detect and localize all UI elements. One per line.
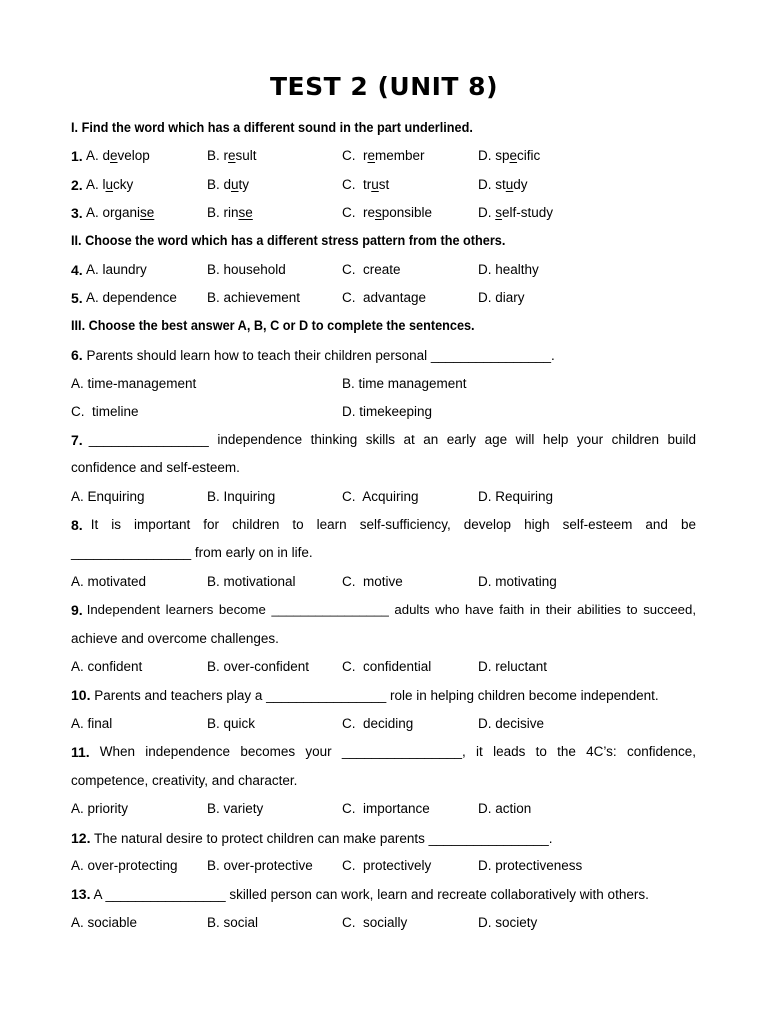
q12-option-d: D. protectiveness bbox=[478, 858, 583, 873]
q7-option-b: B. Inquiring bbox=[207, 489, 276, 504]
question-number: 7. bbox=[71, 432, 83, 448]
q1-option-b: B. result bbox=[207, 148, 257, 163]
q7-option-d: D. Requiring bbox=[478, 489, 554, 504]
question-number: 1. bbox=[71, 148, 83, 164]
q12-option-a: A. over-protecting bbox=[71, 858, 178, 873]
question-number: 5. bbox=[71, 290, 83, 306]
question-7 bbox=[71, 431, 696, 449]
question-text: It is important for children to learn self-sufficiency, develop high self-esteem and be bbox=[90, 517, 696, 532]
q5-option-d: D. diary bbox=[478, 290, 525, 305]
question-text: Independent learners become ________________ adults who have faith in their abilities to succeed, bbox=[86, 602, 696, 617]
q1-option-a: A. develop bbox=[86, 148, 150, 163]
q13-option-b: B. social bbox=[207, 915, 259, 930]
question-4 bbox=[71, 261, 83, 280]
question-number: 2. bbox=[71, 177, 83, 193]
q11-option-b: B. variety bbox=[207, 801, 264, 816]
question-number: 9. bbox=[71, 602, 83, 618]
question-7-cont: confidence and self-esteem. bbox=[71, 460, 240, 475]
section-3-heading: III. Choose the best answer A, B, C or D to complete the sentences. bbox=[71, 318, 475, 333]
q1-option-d: D. specific bbox=[478, 148, 541, 163]
q10-option-b: B. quick bbox=[207, 716, 256, 731]
q2-option-b: B. duty bbox=[207, 177, 250, 192]
q11-option-c: C. importance bbox=[342, 801, 430, 816]
q8-option-a: A. motivated bbox=[71, 574, 147, 589]
question-text: The natural desire to protect children can make parents ________________. bbox=[93, 831, 553, 846]
section-2-heading: II. Choose the word which has a different stress pattern from the others. bbox=[71, 233, 506, 248]
q9-option-a: A. confident bbox=[71, 659, 143, 674]
question-10 bbox=[71, 686, 659, 705]
question-3 bbox=[71, 204, 83, 223]
q7-option-c: C. Acquiring bbox=[342, 489, 419, 504]
question-6 bbox=[71, 346, 555, 365]
question-9-cont: achieve and overcome challenges. bbox=[71, 631, 279, 646]
q6-option-c: C. timeline bbox=[71, 404, 139, 419]
q13-option-a: A. sociable bbox=[71, 915, 138, 930]
q11-option-a: A. priority bbox=[71, 801, 129, 816]
question-1 bbox=[71, 147, 83, 166]
q4-option-d: D. healthy bbox=[478, 262, 539, 277]
question-text: Parents and teachers play a ________________ role in helping children become independent. bbox=[94, 688, 659, 703]
q6-option-d: D. timekeeping bbox=[342, 404, 433, 419]
question-number: 3. bbox=[71, 205, 83, 221]
question-number: 13. bbox=[71, 886, 91, 902]
q8-option-c: C. motive bbox=[342, 574, 403, 589]
question-8-cont: ________________ from early on in life. bbox=[71, 545, 313, 560]
q6-option-a: A. time-management bbox=[71, 376, 197, 391]
question-8 bbox=[71, 516, 696, 534]
q13-option-d: D. society bbox=[478, 915, 538, 930]
q12-option-c: C. protectively bbox=[342, 858, 432, 873]
q11-option-d: D. action bbox=[478, 801, 532, 816]
question-text: A ________________ skilled person can work, learn and recreate collaboratively with others. bbox=[93, 887, 649, 902]
q10-option-c: C. deciding bbox=[342, 716, 414, 731]
q4-option-a: A. laundry bbox=[86, 262, 147, 277]
question-5 bbox=[71, 289, 83, 308]
question-2 bbox=[71, 176, 83, 195]
question-text: When independence becomes your ________________, it leads to the 4C’s: confidence, bbox=[99, 744, 696, 759]
q9-option-d: D. reluctant bbox=[478, 659, 548, 674]
q4-option-c: C. create bbox=[342, 262, 401, 277]
q1-option-c: C. remember bbox=[342, 148, 425, 163]
question-number: 6. bbox=[71, 347, 83, 363]
q2-option-c: C. trust bbox=[342, 177, 390, 192]
question-number: 11. bbox=[71, 744, 90, 760]
q10-option-d: D. decisive bbox=[478, 716, 545, 731]
q8-option-d: D. motivating bbox=[478, 574, 557, 589]
section-1-heading: I. Find the word which has a different sound in the part underlined. bbox=[71, 120, 473, 135]
q5-option-a: A. dependence bbox=[86, 290, 177, 305]
question-text: ________________ independence thinking skills at an early age will help your children build bbox=[88, 432, 696, 447]
question-text: Parents should learn how to teach their children personal ________________. bbox=[86, 348, 555, 363]
q2-option-d: D. study bbox=[478, 177, 528, 192]
question-12 bbox=[71, 829, 553, 848]
q3-option-d: D. self-study bbox=[478, 205, 554, 220]
q8-option-b: B. motivational bbox=[207, 574, 296, 589]
question-11 bbox=[71, 743, 696, 761]
q12-option-b: B. over-protective bbox=[207, 858, 313, 873]
question-11-cont: competence, creativity, and character. bbox=[71, 773, 298, 788]
question-13 bbox=[71, 885, 649, 904]
q3-option-c: C. responsible bbox=[342, 205, 433, 220]
question-number: 10. bbox=[71, 687, 91, 703]
q3-option-b: B. rinse bbox=[207, 205, 253, 220]
q3-option-a: A. organise bbox=[86, 205, 155, 220]
q9-option-c: C. confidential bbox=[342, 659, 432, 674]
q9-option-b: B. over-confident bbox=[207, 659, 310, 674]
q13-option-c: C. socially bbox=[342, 915, 408, 930]
q10-option-a: A. final bbox=[71, 716, 113, 731]
q5-option-c: C. advantage bbox=[342, 290, 427, 305]
q6-option-b: B. time management bbox=[342, 376, 467, 391]
question-number: 8. bbox=[71, 517, 83, 533]
q4-option-b: B. household bbox=[207, 262, 286, 277]
q7-option-a: A. Enquiring bbox=[71, 489, 145, 504]
q5-option-b: B. achievement bbox=[207, 290, 301, 305]
question-number: 4. bbox=[71, 262, 83, 278]
q2-option-a: A. lucky bbox=[86, 177, 134, 192]
question-9 bbox=[71, 601, 696, 619]
page-title: TEST 2 (UNIT 8) bbox=[269, 72, 499, 101]
question-number: 12. bbox=[71, 830, 91, 846]
